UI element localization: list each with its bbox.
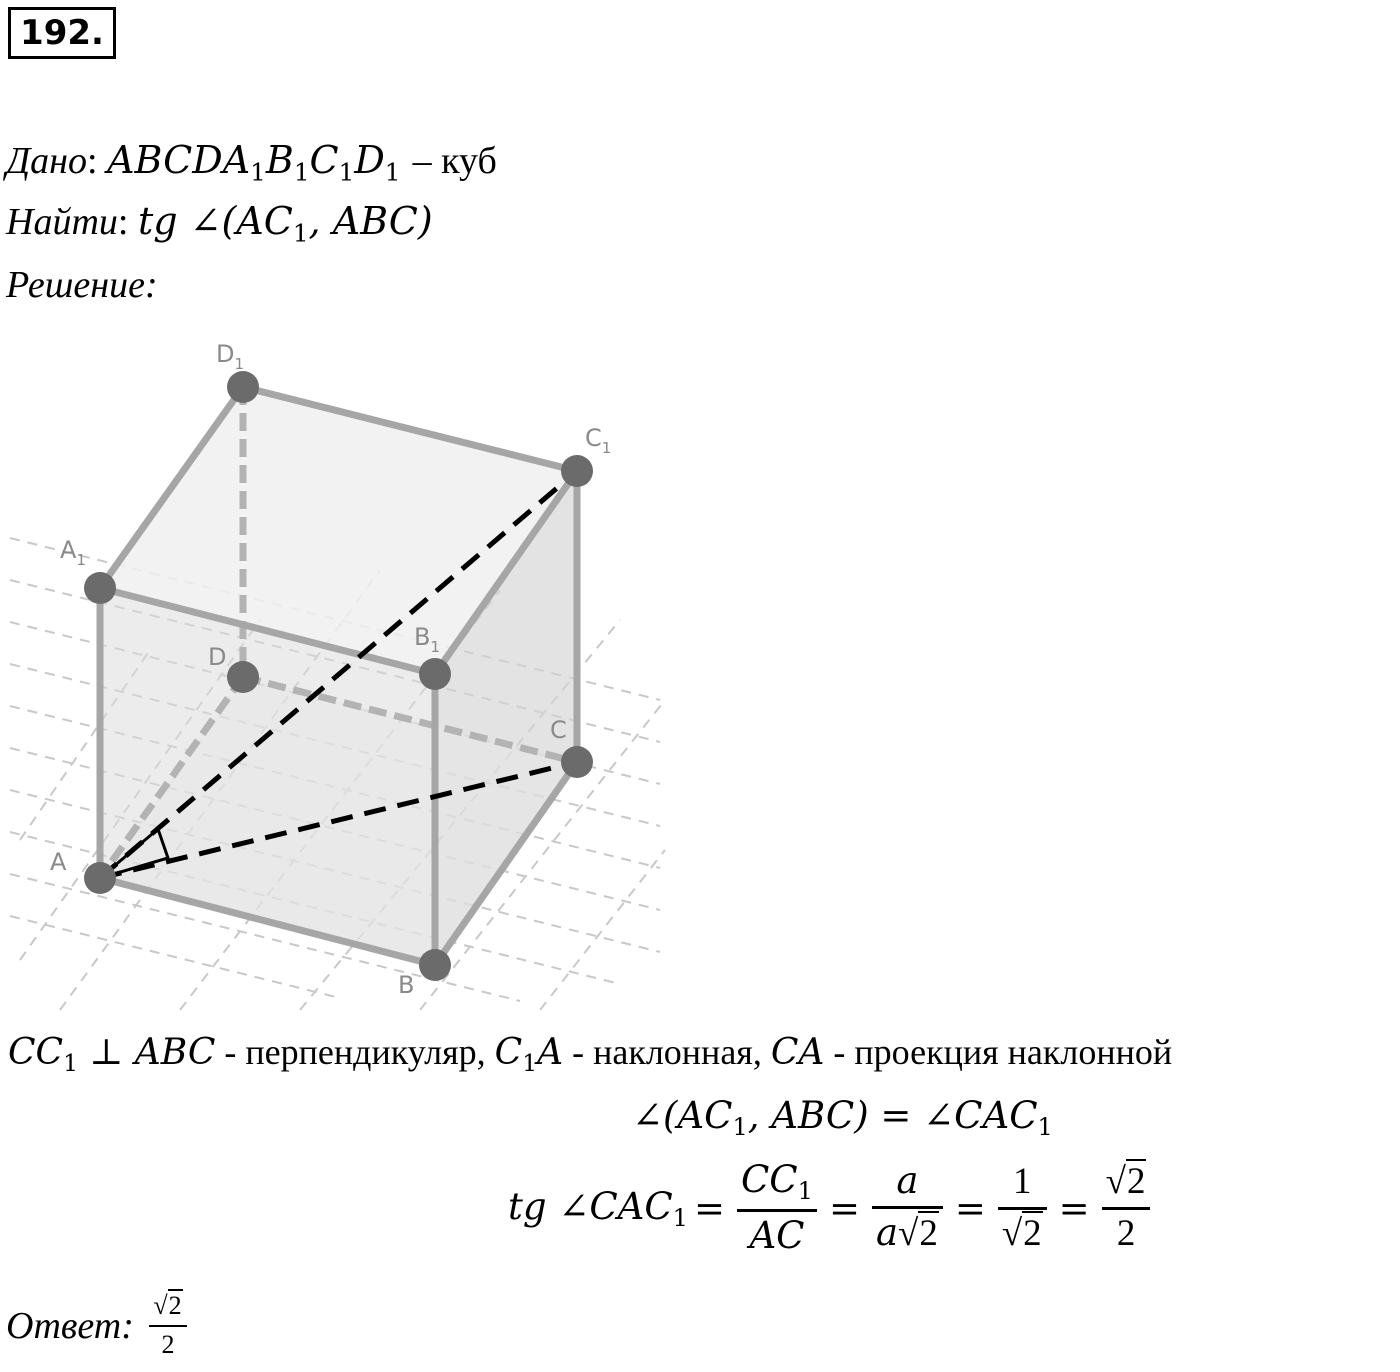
label-d1: $D_1$ (216, 340, 245, 373)
label-c: C (550, 716, 567, 744)
label-a1: $A_1$ (60, 536, 86, 569)
fraction-a-over-a-sqrt2: $\frac{a}{a√2}$ (872, 1161, 943, 1254)
answer-fraction: $\frac{√2}{2}$ (149, 1292, 186, 1359)
given-label: Дано (6, 140, 88, 182)
label-c1: $C_1$ (585, 424, 612, 457)
fraction-cc1-over-ac: $\frac{CC_1}{AC}$ (737, 1160, 817, 1256)
fraction-1-over-sqrt2: $\frac{1}{√2}$ (998, 1162, 1047, 1254)
given-rest: – куб (412, 140, 497, 182)
given-figure: $ABCDA_1B_1C_1D_1$ (107, 138, 401, 187)
find-line: Найти: tg $\angle(AC_1$, ABC) (6, 199, 433, 248)
problem-number: 192. (8, 7, 116, 59)
find-label: Найти (6, 201, 118, 243)
solution-line: Решение: (6, 264, 158, 306)
solution-label: Решение (6, 264, 145, 306)
label-d: D (208, 643, 227, 671)
given-line: Дано: $ABCDA_1B_1C_1D_1$ – куб (6, 138, 497, 187)
answer-label: Ответ (6, 1304, 122, 1347)
label-b1: $B_1$ (414, 623, 441, 656)
answer-line: Ответ : $\frac{√2}{2}$ (6, 1292, 193, 1359)
find-expression: tg $\angle(AC_1$, ABC) (137, 199, 433, 248)
fraction-sqrt2-over-2: $\frac{√2}{2}$ (1102, 1162, 1151, 1254)
cube-figure (0, 330, 680, 1020)
tangent-equation: tg $\angle CAC_1$ = $\frac{CC_1}{AC}$ = $\frac{a}{a√2}$ = $\frac{1}{√2}$ = $\frac{√2}{2}$ (508, 1160, 1156, 1256)
angle-equality: $\angle(AC_1$, $ABC) = \angle CAC_1$ (632, 1094, 1053, 1142)
label-b: B (398, 971, 415, 999)
label-a: A (50, 848, 67, 876)
statement-line: $CC_1$ ⊥ ABC - перпендикуляр, $C_1A$ - наклонная, CA - проекция наклонной (8, 1032, 1173, 1078)
